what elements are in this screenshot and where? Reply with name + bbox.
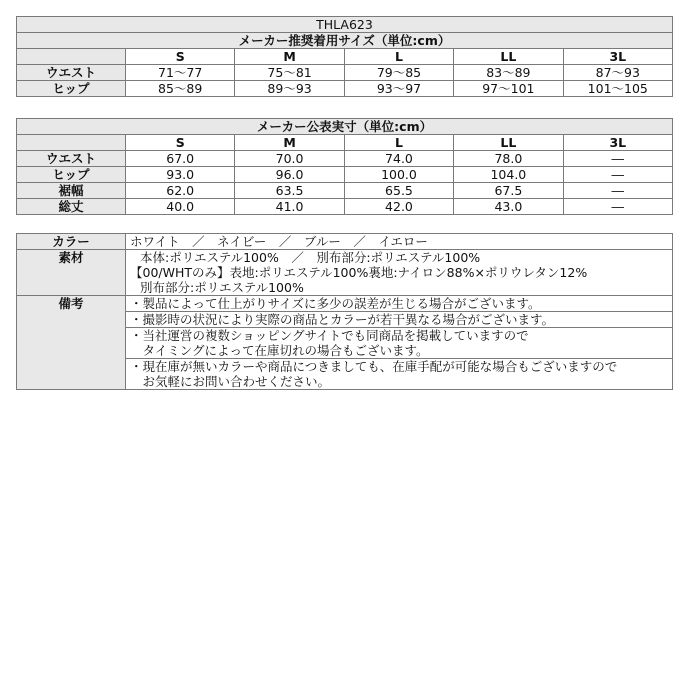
- table-cell: 67.5: [454, 183, 563, 199]
- table-cell: 101～105: [563, 81, 672, 97]
- table-cell: 67.0: [126, 151, 235, 167]
- table-row: [17, 65, 673, 81]
- table-cell: ―: [563, 151, 672, 167]
- table-cell: 41.0: [235, 199, 344, 215]
- note-line: ・製品によって仕上がりサイズに多少の誤差が生じる場合がございます。: [130, 296, 541, 311]
- notes-row: [17, 296, 673, 312]
- table-cell: 75～81: [235, 65, 344, 81]
- product-info-table: [16, 233, 673, 390]
- row-label: ウエスト: [17, 65, 126, 81]
- row-label: ヒップ: [17, 167, 126, 183]
- color-value: ホワイト ／ ネイビー ／ ブルー ／ イエロー: [126, 234, 673, 250]
- table-row: [17, 199, 673, 215]
- size-header: S: [126, 135, 235, 151]
- table-row: [17, 167, 673, 183]
- table-cell: 100.0: [344, 167, 453, 183]
- table-cell: 62.0: [126, 183, 235, 199]
- table-row: [17, 151, 673, 167]
- table-cell: 93～97: [344, 81, 453, 97]
- row-label: ヒップ: [17, 81, 126, 97]
- product-code: THLA623: [17, 17, 673, 33]
- table-cell: 78.0: [454, 151, 563, 167]
- size-header: 3L: [563, 49, 672, 65]
- color-row: [17, 234, 673, 250]
- recommended-size-table: [16, 16, 673, 97]
- table-row: [17, 183, 673, 199]
- table-cell: ―: [563, 183, 672, 199]
- material-line: 別布部分:ポリエステル100%: [140, 280, 304, 295]
- table-cell: 97～101: [454, 81, 563, 97]
- table-cell: 79～85: [344, 65, 453, 81]
- corner-cell: [17, 135, 126, 151]
- note-line: お気軽にお問い合わせください。: [130, 374, 331, 389]
- material-label: 素材: [17, 250, 126, 296]
- table-cell: 96.0: [235, 167, 344, 183]
- table-cell: 85～89: [126, 81, 235, 97]
- table-cell: 43.0: [454, 199, 563, 215]
- table-cell: 42.0: [344, 199, 453, 215]
- note-item: [126, 359, 673, 390]
- actual-size-table: [16, 118, 673, 215]
- note-item: [126, 328, 673, 359]
- row-label: 裾幅: [17, 183, 126, 199]
- size-header: 3L: [563, 135, 672, 151]
- size-header: S: [126, 49, 235, 65]
- table-cell: ―: [563, 199, 672, 215]
- material-line: 本体:ポリエステル100% ／ 別布部分:ポリエステル100%: [140, 250, 481, 265]
- size-header: LL: [454, 135, 563, 151]
- size-header: M: [235, 49, 344, 65]
- size-header: L: [344, 135, 453, 151]
- table-row: [17, 81, 673, 97]
- row-label: 総丈: [17, 199, 126, 215]
- material-line: 【00/WHTのみ】表地:ポリエステル100%裏地:ナイロン88%×ポリウレタン12%: [130, 265, 588, 280]
- size-header: M: [235, 135, 344, 151]
- note-line: ・当社運営の複数ショッピングサイトでも同商品を掲載していますので: [130, 328, 529, 343]
- table-cell: 89～93: [235, 81, 344, 97]
- material-value: [126, 250, 673, 296]
- note-item: [126, 312, 673, 328]
- note-item: [126, 296, 673, 312]
- table-cell: ―: [563, 167, 672, 183]
- table-cell: 83～89: [454, 65, 563, 81]
- table-cell: 71～77: [126, 65, 235, 81]
- table-cell: 40.0: [126, 199, 235, 215]
- note-line: タイミングによって在庫切れの場合もございます。: [130, 343, 429, 358]
- note-line: ・現在庫が無いカラーや商品につきましても、在庫手配が可能な場合もございますので: [130, 359, 618, 374]
- table-cell: 65.5: [344, 183, 453, 199]
- table-cell: 87～93: [563, 65, 672, 81]
- table-cell: 104.0: [454, 167, 563, 183]
- color-label: カラー: [17, 234, 126, 250]
- actual-table-title: メーカー公表実寸（単位:cm）: [17, 119, 673, 135]
- table-cell: 70.0: [235, 151, 344, 167]
- notes-label: 備考: [17, 296, 126, 390]
- material-row: [17, 250, 673, 296]
- size-header: LL: [454, 49, 563, 65]
- row-label: ウエスト: [17, 151, 126, 167]
- note-line: ・撮影時の状況により実際の商品とカラーが若干異なる場合がございます。: [130, 312, 555, 327]
- recommended-table-title: メーカー推奨着用サイズ（単位:cm）: [17, 33, 673, 49]
- corner-cell: [17, 49, 126, 65]
- size-header: L: [344, 49, 453, 65]
- table-cell: 63.5: [235, 183, 344, 199]
- table-cell: 93.0: [126, 167, 235, 183]
- table-cell: 74.0: [344, 151, 453, 167]
